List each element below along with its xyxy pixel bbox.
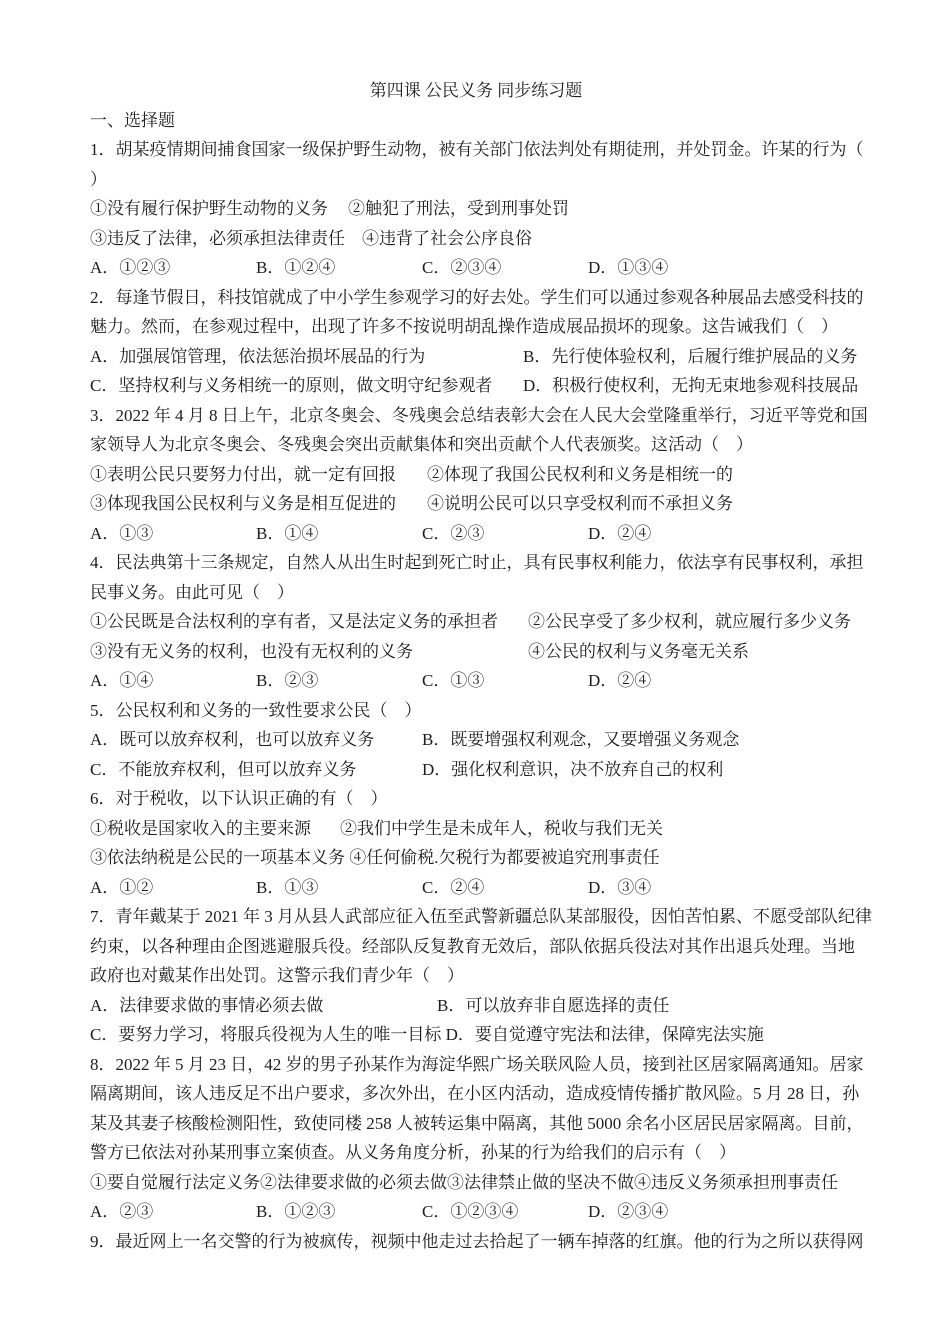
line-segment: D．②④ <box>588 671 652 690</box>
question-line <box>90 283 862 313</box>
line-segment: 4．民法典第十三条规定，自然人从出生时起到死亡时止，具有民事权利能力，依法享有民事权利，承担 <box>90 553 864 572</box>
question-line <box>90 1227 862 1257</box>
line-segment: 家领导人为北京冬奥会、冬残奥会突出贡献集体和突出贡献个人代表颁奖。这活动（ ） <box>90 435 753 454</box>
question-line <box>90 1197 862 1227</box>
line-segment: B．②③ <box>256 671 319 690</box>
line-segment: ③没有无义务的权利，也没有无权利的义务 <box>90 641 413 661</box>
question-line <box>90 548 862 578</box>
line-segment: C．②③ <box>422 523 485 543</box>
line-segment: C．②③④ <box>422 258 502 277</box>
line-segment: B．①②④ <box>256 258 336 277</box>
question-line <box>90 460 862 490</box>
line-segment: 民事义务。由此可见（ ） <box>90 582 294 602</box>
line-segment: D．②③④ <box>588 1202 669 1221</box>
question-line <box>90 194 862 224</box>
question-line <box>90 961 862 991</box>
question-line <box>90 843 862 873</box>
question-line <box>90 873 862 903</box>
question-line <box>90 253 862 283</box>
line-segment: 警方已依法对孙某刑事立案侦查。从义务角度分析，孙某的行为给我们的启示有（ ） <box>90 1143 736 1162</box>
line-segment: 某及其妻子核酸检测阳性，致使同楼 258 人被转运集中隔离，其他 5000 余名小区居民居家隔离。目前， <box>90 1113 864 1133</box>
line-segment: ①公民既是合法权利的享有者，又是法定义务的承担者 <box>90 612 498 631</box>
line-segment: 约束，以各种理由企图逃避服兵役。经部队反复教育无效后，部队依据兵役法对其作出退兵处理。当地 <box>90 936 855 956</box>
question-line <box>90 165 862 195</box>
question-line <box>90 1020 862 1050</box>
line-segment: 3．2022 年 4 月 8 日上午，北京冬奥会、冬残奥会总结表彰大会在人民大会堂隆重举行，习近平等党和国 <box>90 405 868 425</box>
line-segment: ①税收是国家收入的主要来源 <box>90 818 311 838</box>
line-segment: 1．胡某疫情期间捕食国家一级保护野生动物，被有关部门依法判处有期徒刑，并处罚金。许某的行为（ <box>90 140 864 159</box>
line-segment: C．①②③④ <box>422 1202 519 1221</box>
line-segment: ③依法纳税是公民的一项基本义务 ④任何偷税.欠税行为都要被追究刑事责任 <box>90 848 660 867</box>
question-line <box>90 224 862 254</box>
question-line <box>90 991 862 1021</box>
line-segment: ③违反了法律，必须承担法律责任 ④违背了社会公序良俗 <box>90 228 532 248</box>
question-line <box>90 607 862 637</box>
question-line <box>90 696 862 726</box>
line-segment: B．可以放弃非自愿选择的责任 <box>437 995 670 1015</box>
line-segment: 5．公民权利和义务的一致性要求公民（ ） <box>90 700 422 720</box>
question-line <box>90 637 862 667</box>
question-line <box>90 1109 862 1139</box>
line-segment: D．强化权利意识，决不放弃自己的权利 <box>422 759 724 779</box>
line-segment: A．①④ <box>90 671 154 690</box>
line-segment: ②体现了我国公民权利和义务是相统一的 <box>427 464 733 484</box>
questions <box>90 135 872 1256</box>
line-segment: ①要自觉履行法定义务②法律要求做的必须去做③法律禁止做的坚决不做④违反义务须承担刑事责任 <box>90 1172 838 1192</box>
question-line <box>90 725 862 755</box>
question-line <box>90 1050 862 1080</box>
line-segment: D．①③④ <box>588 258 669 277</box>
line-segment: 7．青年戴某于 2021 年 3 月从县人武部应征入伍至武警新疆总队某部服役，因怕苦怕累、不愿受部队纪律 <box>90 907 872 926</box>
question-line <box>90 814 862 844</box>
line-segment: C．②④ <box>422 877 485 897</box>
line-segment: ②我们中学生是未成年人，税收与我们无关 <box>340 818 663 838</box>
line-segment: C．不能放弃权利，但可以放弃义务 <box>90 759 357 779</box>
question-line <box>90 902 872 932</box>
line-segment: 隔离期间，该人违反足不出户要求，多次外出，在小区内活动，造成疫情传播扩散风险。5 月 28 日，孙 <box>90 1084 860 1103</box>
line-segment: 2．每逢节假日，科技馆就成了中小学生参观学习的好去处。学生们可以通过参观各种展品去感受科技的 <box>90 287 864 307</box>
question-line <box>90 755 862 785</box>
question-line <box>90 489 862 519</box>
line-segment: D．③④ <box>588 877 652 897</box>
question-line <box>90 1079 862 1109</box>
line-segment: C．①③ <box>422 671 485 690</box>
line-segment: 6．对于税收，以下认识正确的有（ ） <box>90 789 388 808</box>
line-segment: ④说明公民可以只享受权利而不承担义务 <box>427 494 733 513</box>
line-segment: B．①③ <box>256 877 319 897</box>
line-segment: D．②④ <box>588 523 652 543</box>
line-segment: A．加强展馆管理，依法惩治损坏展品的行为 <box>90 346 426 366</box>
line-segment: ②公民享受了多少权利，就应履行多少义务 <box>528 612 851 631</box>
question-line <box>90 135 862 165</box>
line-segment: A．既可以放弃权利，也可以放弃义务 <box>90 730 375 749</box>
line-segment: 魅力。然而，在参观过程中，出现了许多不按说明胡乱操作造成展品损坏的现象。这告诫我们（ ） <box>90 317 838 336</box>
line-segment: B．①④ <box>256 523 319 543</box>
page-title: 第四课 公民义务 同步练习题 <box>369 81 583 100</box>
line-segment: ） <box>90 169 107 189</box>
line-segment: B．先行使体验权利，后履行维护展品的义务 <box>523 346 858 366</box>
question-line <box>90 519 862 549</box>
question-line <box>90 312 862 342</box>
line-segment: A．法律要求做的事情必须去做 <box>90 995 324 1015</box>
line-segment: A．①③ <box>90 523 154 543</box>
line-segment: B．①②③ <box>256 1202 336 1221</box>
line-segment: A．②③ <box>90 1202 154 1221</box>
line-segment: 8．2022 年 5 月 23 日，42 岁的男子孙某作为海淀华熙广场关联风险人员，接到社区居家隔离通知。居家 <box>90 1054 864 1074</box>
line-segment: ④公民的权利与义务毫无关系 <box>528 641 749 661</box>
line-segment: ③体现我国公民权利与义务是相互促进的 <box>90 494 396 513</box>
line-segment: C．坚持权利与义务相统一的原则，做文明守纪参观者 <box>90 376 493 395</box>
question-line <box>90 666 862 696</box>
question-line <box>90 342 862 372</box>
question-line <box>90 578 862 608</box>
line-segment: D．积极行使权利，无拘无束地参观科技展品 <box>523 376 859 395</box>
line-segment: A．①② <box>90 877 154 897</box>
line-segment: ①没有履行保护野生动物的义务 <box>90 199 328 218</box>
section-heading: 一、选择题 <box>90 110 175 130</box>
line-segment: ①表明公民只要努力付出，就一定有回报 <box>90 464 396 484</box>
line-segment: A．①②③ <box>90 258 171 277</box>
question-line <box>90 784 862 814</box>
question-line <box>90 1138 862 1168</box>
line-segment: 政府也对戴某作出处罚。这警示我们青少年（ ） <box>90 966 464 985</box>
line-segment: ②触犯了刑法，受到刑事处罚 <box>348 199 569 218</box>
line-segment: 9．最近网上一名交警的行为被疯传，视频中他走过去拾起了一辆车掉落的红旗。他的行为之所以获得网 <box>90 1231 864 1251</box>
question-line <box>90 371 862 401</box>
line-segment: C．要努力学习，将服兵役视为人生的唯一目标 D．要自觉遵守宪法和法律，保障宪法实施 <box>90 1025 764 1044</box>
question-line <box>90 401 868 431</box>
question-line <box>90 932 862 962</box>
line-segment: B．既要增强权利观念，又要增强义务观念 <box>422 730 740 749</box>
question-line <box>90 430 862 460</box>
question-line <box>90 1168 862 1198</box>
